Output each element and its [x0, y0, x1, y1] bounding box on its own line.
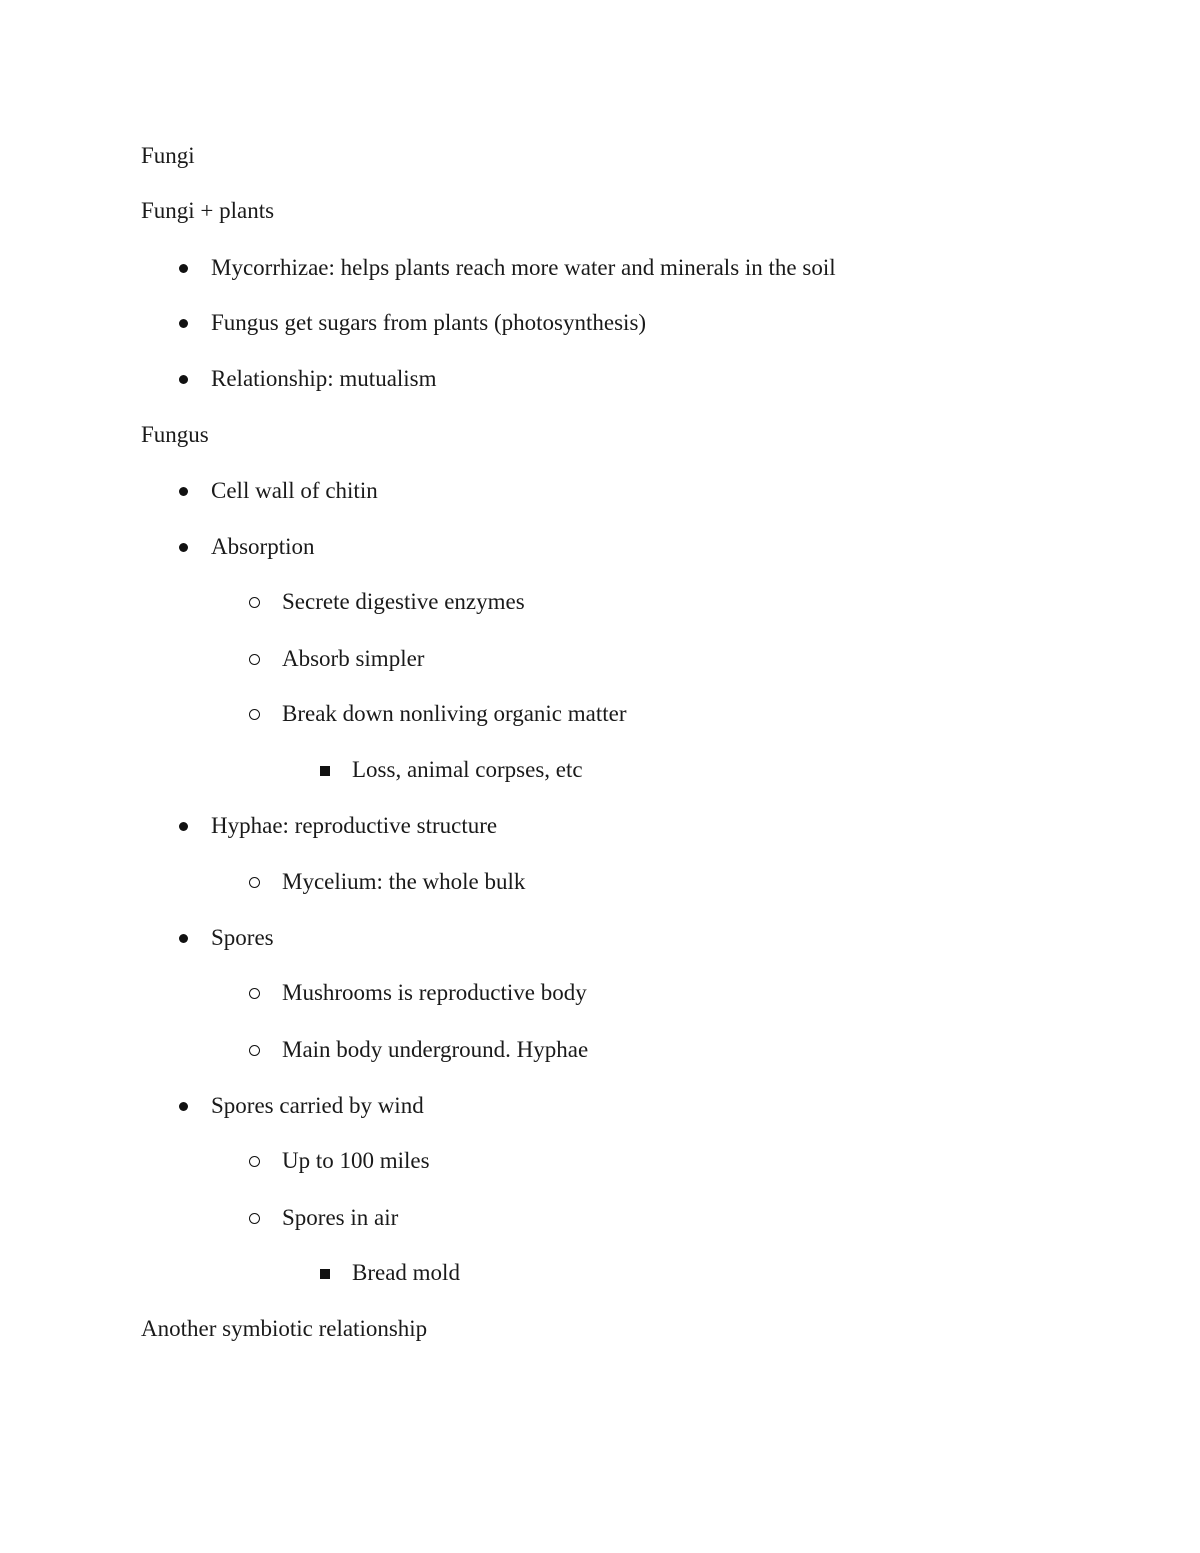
list-item-text: Hyphae: reproductive structure — [211, 813, 498, 838]
bullet-square-icon — [320, 766, 330, 776]
line-text: Another symbiotic relationship — [141, 1316, 428, 1341]
bullet-disc-icon — [179, 487, 188, 496]
bullet-disc-icon — [179, 264, 188, 273]
list-item-text: Spores — [211, 925, 274, 950]
bullet-square-icon — [320, 1269, 330, 1279]
bullet-circle-icon — [249, 877, 260, 888]
bullet-disc-icon — [179, 822, 188, 831]
bullet-disc-icon — [179, 319, 188, 328]
list-item-text: Fungus get sugars from plants (photosynthesis) — [211, 310, 647, 335]
bullet-circle-icon — [249, 1156, 260, 1167]
bullet-disc-icon — [179, 934, 188, 943]
list-item-text: Up to 100 miles — [282, 1148, 430, 1173]
bullet-circle-icon — [249, 597, 260, 608]
bullet-disc-icon — [179, 375, 188, 384]
bullet-circle-icon — [249, 654, 260, 665]
bullet-circle-icon — [249, 988, 260, 999]
list-item-text: Mycelium: the whole bulk — [282, 869, 526, 894]
list-item-text: Secrete digestive enzymes — [282, 589, 525, 614]
list-item-text: Cell wall of chitin — [211, 478, 378, 503]
list-item-text: Absorption — [211, 534, 315, 559]
bullet-circle-icon — [249, 709, 260, 720]
bullet-disc-icon — [179, 543, 188, 552]
line-text: Fungi + plants — [141, 198, 275, 223]
list-item-text: Absorb simpler — [282, 646, 425, 671]
bullet-circle-icon — [249, 1045, 260, 1056]
list-item-text: Relationship: mutualism — [211, 366, 437, 391]
line-text: Fungus — [141, 422, 209, 447]
list-item-text: Spores in air — [282, 1205, 399, 1230]
list-item-text: Break down nonliving organic matter — [282, 701, 627, 726]
list-item-text: Main body underground. Hyphae — [282, 1037, 589, 1062]
bullet-disc-icon — [179, 1102, 188, 1111]
list-item-text: Bread mold — [352, 1260, 460, 1285]
list-item-text: Mushrooms is reproductive body — [282, 980, 587, 1005]
list-item-text: Spores carried by wind — [211, 1093, 424, 1118]
line-text: Fungi — [141, 143, 195, 168]
list-item-text: Mycorrhizae: helps plants reach more water and minerals in the soil — [211, 255, 836, 280]
list-item-text: Loss, animal corpses, etc — [352, 757, 583, 782]
bullet-circle-icon — [249, 1213, 260, 1224]
